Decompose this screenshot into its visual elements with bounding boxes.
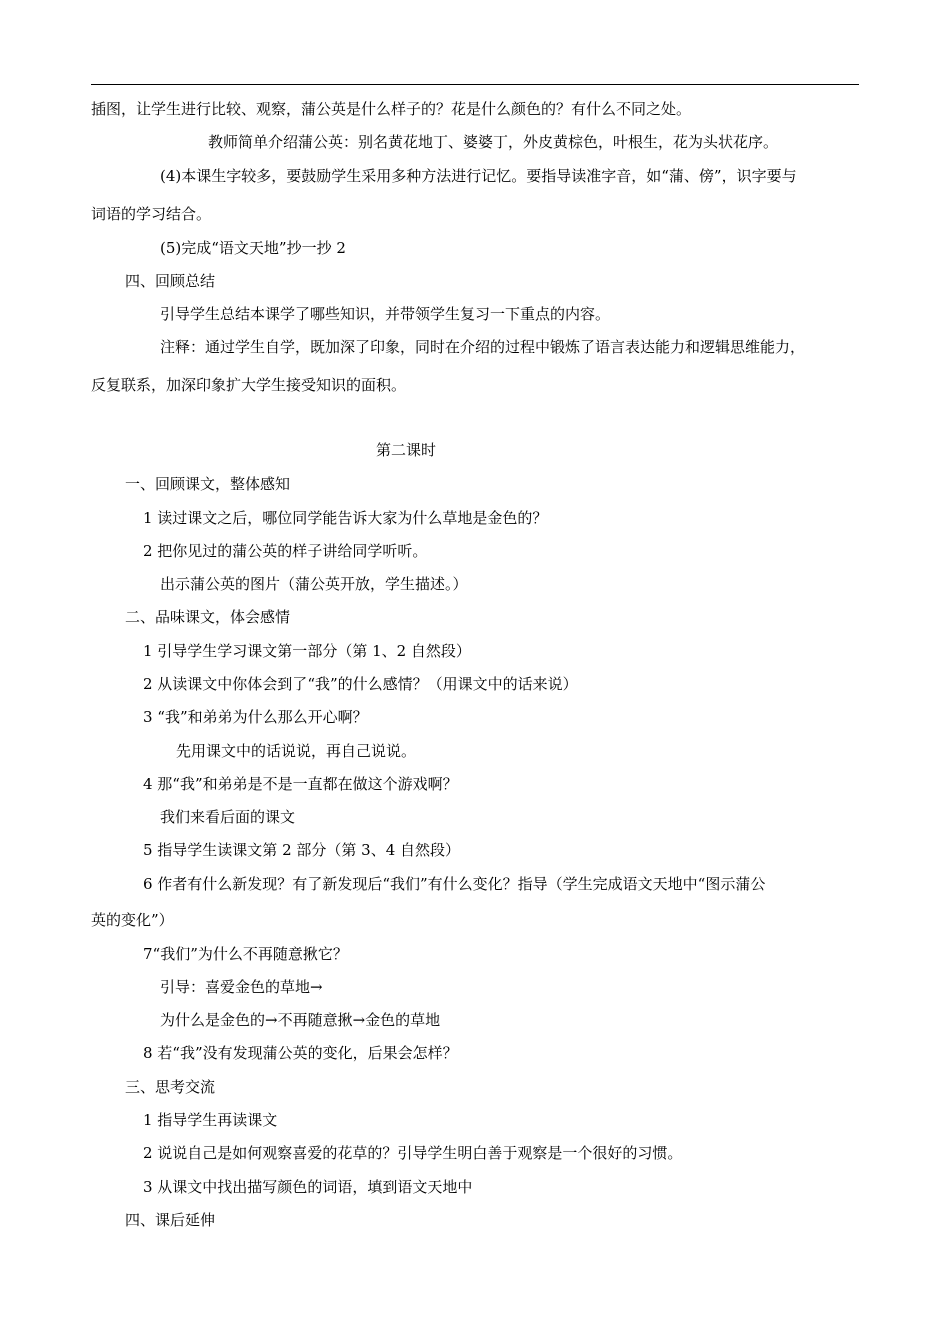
paragraph-line: 先用课文中的话说说，再自己说说。 [176,742,417,760]
paragraph-line: 反复联系，加深印象扩大学生接受知识的面积。 [91,376,407,394]
list-item: 4 那“我”和弟弟是不是一直都在做这个游戏啊？ [143,775,458,793]
section-heading: 二、品味课文，体会感情 [125,608,291,626]
list-item: 7“我们”为什么不再随意揪它？ [143,945,348,963]
list-item: 1 读过课文之后，哪位同学能告诉大家为什么草地是金色的？ [143,509,548,527]
list-item: 8 若“我”没有发现蒲公英的变化，后果会怎样？ [143,1044,458,1062]
list-item: 3 “我”和弟弟为什么那么开心啊？ [143,708,368,726]
paragraph-line: 注释：通过学生自学，既加深了印象，同时在介绍的过程中锻炼了语言表达能力和逻辑思维能力， [160,338,806,356]
paragraph-line: 英的变化”） [91,911,174,929]
section-heading: 一、回顾课文，整体感知 [125,475,291,493]
list-item: 2 说说自己是如何观察喜爱的花草的？引导学生明白善于观察是一个很好的习惯。 [143,1144,683,1162]
paragraph-line: 引导学生总结本课学了哪些知识，并带领学生复习一下重点的内容。 [160,305,611,323]
paragraph-line: 为什么是金色的→不再随意揪→金色的草地 [160,1011,441,1029]
list-item: 1 引导学生学习课文第一部分（第 1、2 自然段） [143,642,471,660]
paragraph-line: (5)完成“语文天地”抄一抄 2 [160,239,346,257]
list-item: 5 指导学生读课文第 2 部分（第 3、4 自然段） [143,841,461,859]
paragraph-line: 插图，让学生进行比较、观察，蒲公英是什么样子的？花是什么颜色的？有什么不同之处。 [91,100,692,118]
paragraph-line: 引导：喜爱金色的草地→ [160,978,323,996]
section-heading: 三、思考交流 [125,1078,216,1096]
header-rule [91,84,859,85]
paragraph-line: 我们来看后面的课文 [160,808,296,826]
paragraph-line: (4)本课生字较多，要鼓励学生采用多种方法进行记忆。要指导读准字音，如“蒲、傍”，识字要与 [160,167,797,185]
list-item: 3 从课文中找出描写颜色的词语，填到语文天地中 [143,1178,473,1196]
list-item: 2 从读课文中你体会到了“我”的什么感情？（用课文中的话来说） [143,675,578,693]
paragraph-line: 出示蒲公英的图片（蒲公英开放，学生描述。） [160,575,468,593]
lesson-title: 第二课时 [376,441,437,459]
paragraph-line: 教师简单介绍蒲公英：别名黄花地丁、婆婆丁，外皮黄棕色，叶根生，花为头状花序。 [208,133,779,151]
section-heading: 四、回顾总结 [125,272,216,290]
list-item: 6 作者有什么新发现？有了新发现后“我们”有什么变化？指导（学生完成语文天地中“图示蒲公 [143,875,766,893]
paragraph-line: 词语的学习结合。 [91,205,212,223]
section-heading: 四、课后延伸 [125,1211,216,1229]
list-item: 1 指导学生再读课文 [143,1111,278,1129]
list-item: 2 把你见过的蒲公英的样子讲给同学听听。 [143,542,428,560]
